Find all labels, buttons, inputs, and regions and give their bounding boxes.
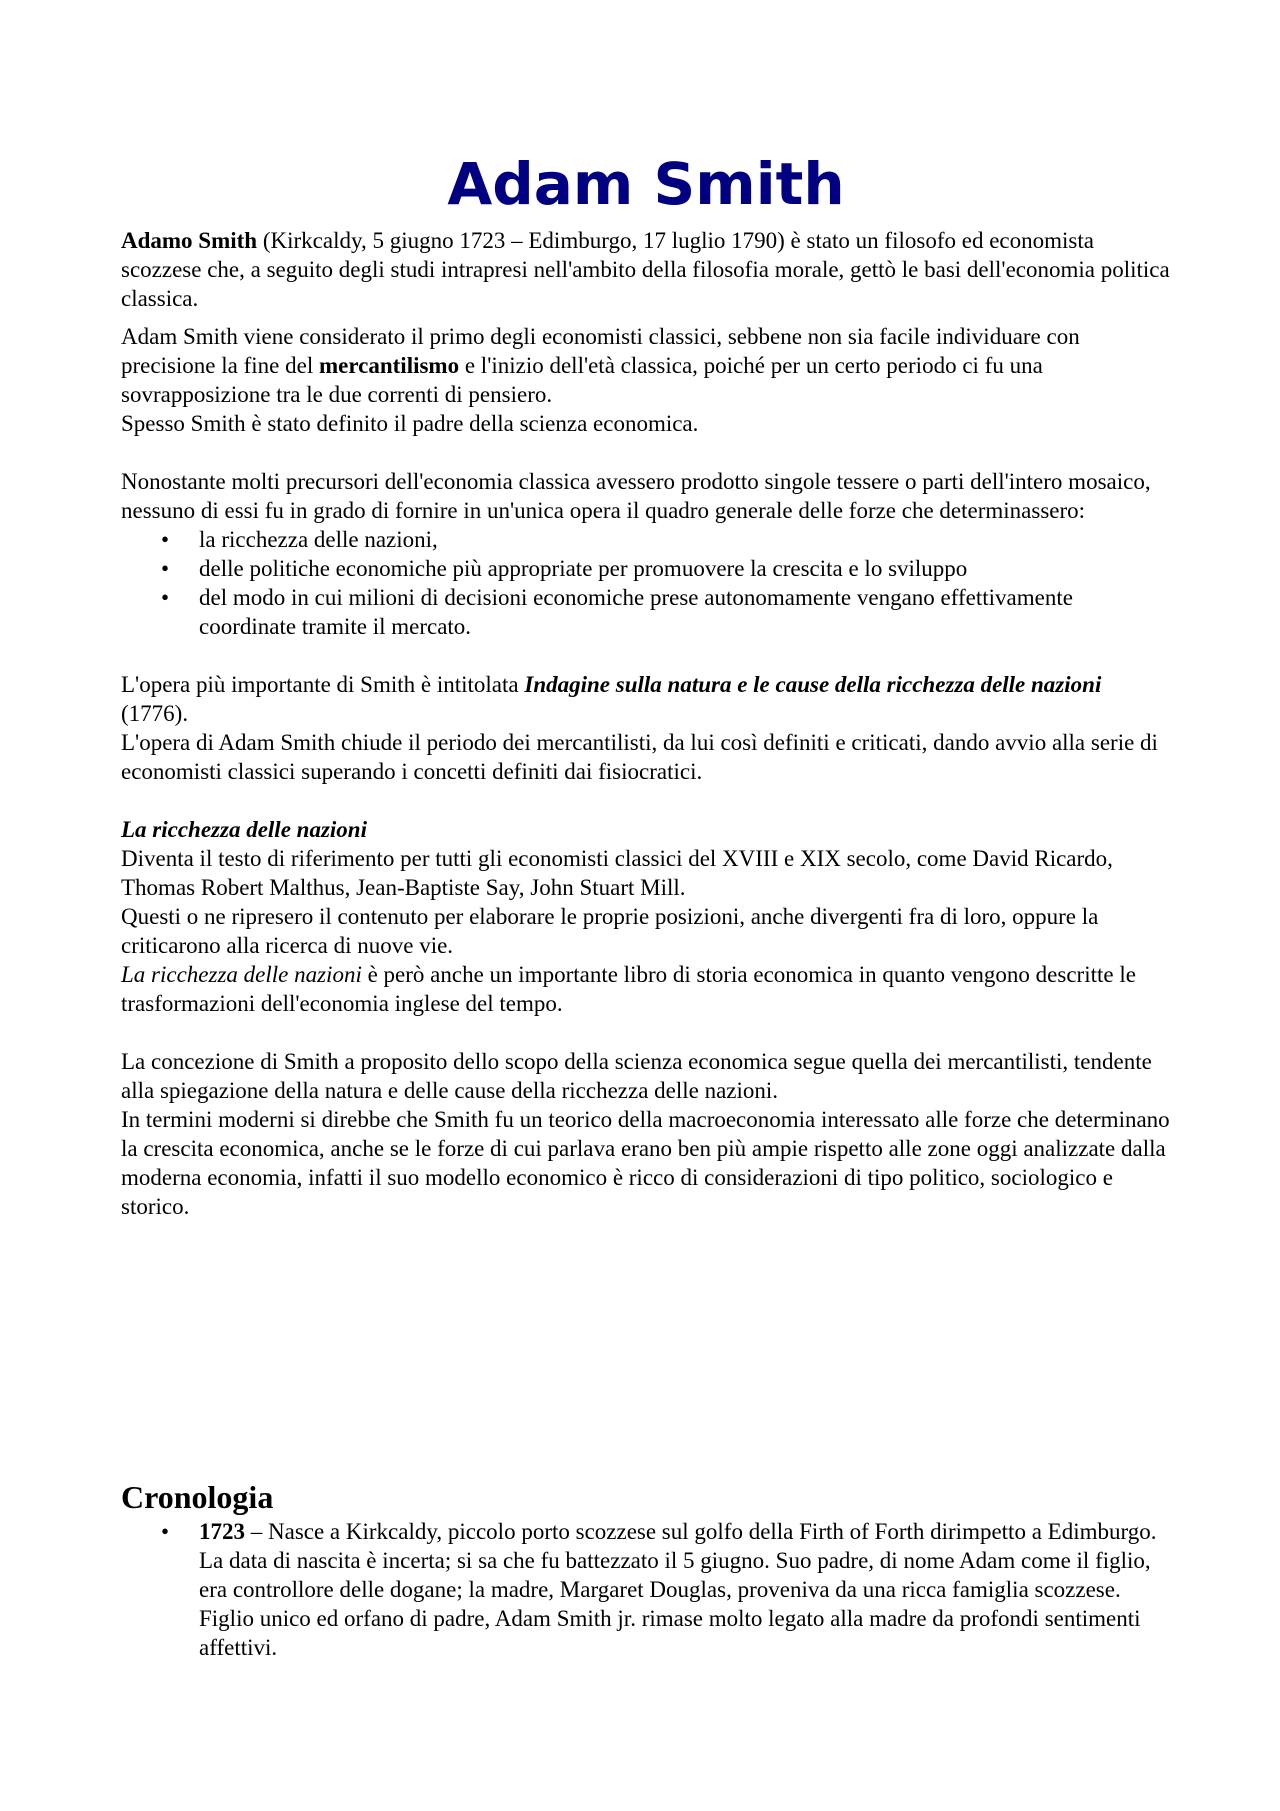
book-title: Indagine sulla natura e le cause della ricchezza delle nazioni (524, 672, 1102, 697)
list-item (121, 583, 1171, 641)
list-item-text: delle politiche economiche più appropriate per promuovere la crescita e lo sviluppo (199, 556, 968, 581)
intro-name: Adamo Smith (121, 228, 258, 253)
paragraph-conception: La concezione di Smith a proposito dello scopo della scienza economica segue quella dei mercantilisti, tendente alla spiegazione della natura e delle cause della ricchezza delle nazioni. (121, 1049, 1152, 1103)
p5-text-after: (1776). (121, 701, 189, 726)
chronology-year: 1723 (199, 1519, 245, 1544)
p9-italic-title: La ricchezza delle nazioni (121, 962, 362, 987)
forces-list (121, 525, 1171, 641)
bullet-icon: • (161, 585, 170, 610)
intro-text: (Kirkcaldy, 5 giugno 1723 – Edimburgo, 17 luglio 1790) è stato un filosofo ed economista scozzese che, a seguito degli studi intrapresi nell'ambito della filosofia morale, gettò le basi dell'economia politica classica. (121, 228, 1170, 311)
p2-bold-term: mercantilismo (318, 353, 460, 378)
bullet-icon: • (161, 527, 170, 552)
bullet-icon: • (161, 1519, 170, 1544)
paragraph-history (121, 960, 1171, 1018)
paragraph-main-work (121, 670, 1171, 728)
sub-heading-text: La ricchezza delle nazioni (121, 817, 367, 842)
paragraph-macroeconomics: In termini moderni si direbbe che Smith fu un teorico della macroeconomia interessato alle forze che determinano la crescita economica, anche se le forze di cui parlava erano ben più ampie rispetto alle zone oggi analizzate dalla moderna economia, infatti il suo modello economico è ricco di considerazioni di tipo politico, sociologico e storico. (121, 1107, 1170, 1219)
p5-text-before: L'opera più importante di Smith è intitolata (121, 672, 525, 697)
p2-text-before: Adam Smith viene considerato il primo degli economisti classici, sebbene non sia facile individuare con precisione la fine del (121, 324, 1080, 378)
list-item-text: la ricchezza delle nazioni, (199, 527, 438, 552)
intro-paragraph (121, 226, 1171, 313)
sub-heading (121, 815, 1171, 844)
paragraph-father: Spesso Smith è stato definito il padre della scienza economica. (121, 411, 699, 436)
document-page (121, 148, 1171, 1662)
bullet-icon: • (161, 556, 170, 581)
p2-text-after: e l'inizio dell'età classica, poiché per un certo periodo ci fu una sovrapposizione tra le due correnti di pensiero. (121, 353, 1043, 407)
list-item-text: del modo in cui milioni di decisioni economiche prese autonomamente vengano effettivamente coordinate tramite il mercato. (199, 585, 1073, 639)
paragraph-precursors: Nonostante molti precursori dell'economia classica avessero prodotto singole tessere o parti dell'intero mosaico, nessuno di essi fu in grado di fornire in un'unica opera il quadro generale delle forze che determinassero: (121, 469, 1151, 523)
list-item (121, 554, 1171, 583)
paragraph-mercantilists: L'opera di Adam Smith chiude il periodo dei mercantilisti, da lui così definiti e criticati, dando avvio alla serie di economisti classici superando i concetti definiti dai fisiocratici. (121, 730, 1158, 784)
chronology-item (121, 1517, 1171, 1662)
paragraph-reference: Diventa il testo di riferimento per tutti gli economisti classici del XVIII e XIX secolo, come David Ricardo, Thomas Robert Malthus, Jean-Baptiste Say, John Stuart Mill. (121, 846, 1113, 900)
page-title: Adam Smith (447, 150, 845, 218)
chronology-list (121, 1517, 1171, 1662)
p9-text-after: è però anche un importante libro di storia economica in quanto vengono descritte le trasformazioni dell'economia inglese del tempo. (121, 962, 1136, 1016)
section-title-chronology: Cronologia (121, 1479, 274, 1515)
list-item (121, 525, 1171, 554)
chronology-text: – Nasce a Kirkcaldy, piccolo porto scozzese sul golfo della Firth of Forth dirimpetto a Edimburgo. La data di nascita è incerta; si sa che fu battezzato il 5 giugno. Suo padre, di nome Adam come il figlio, era controllore delle dogane; la madre, Margaret Douglas, proveniva da una ricca famiglia scozzese. Figlio unico ed orfano di padre, Adam Smith jr. rimase molto legato alla madre da profondi sentimenti affettivi. (199, 1519, 1157, 1660)
paragraph-mercantilism (121, 322, 1171, 409)
paragraph-followers: Questi o ne ripresero il contenuto per elaborare le proprie posizioni, anche divergenti fra di loro, oppure la criticarono alla ricerca di nuove vie. (121, 904, 1099, 958)
